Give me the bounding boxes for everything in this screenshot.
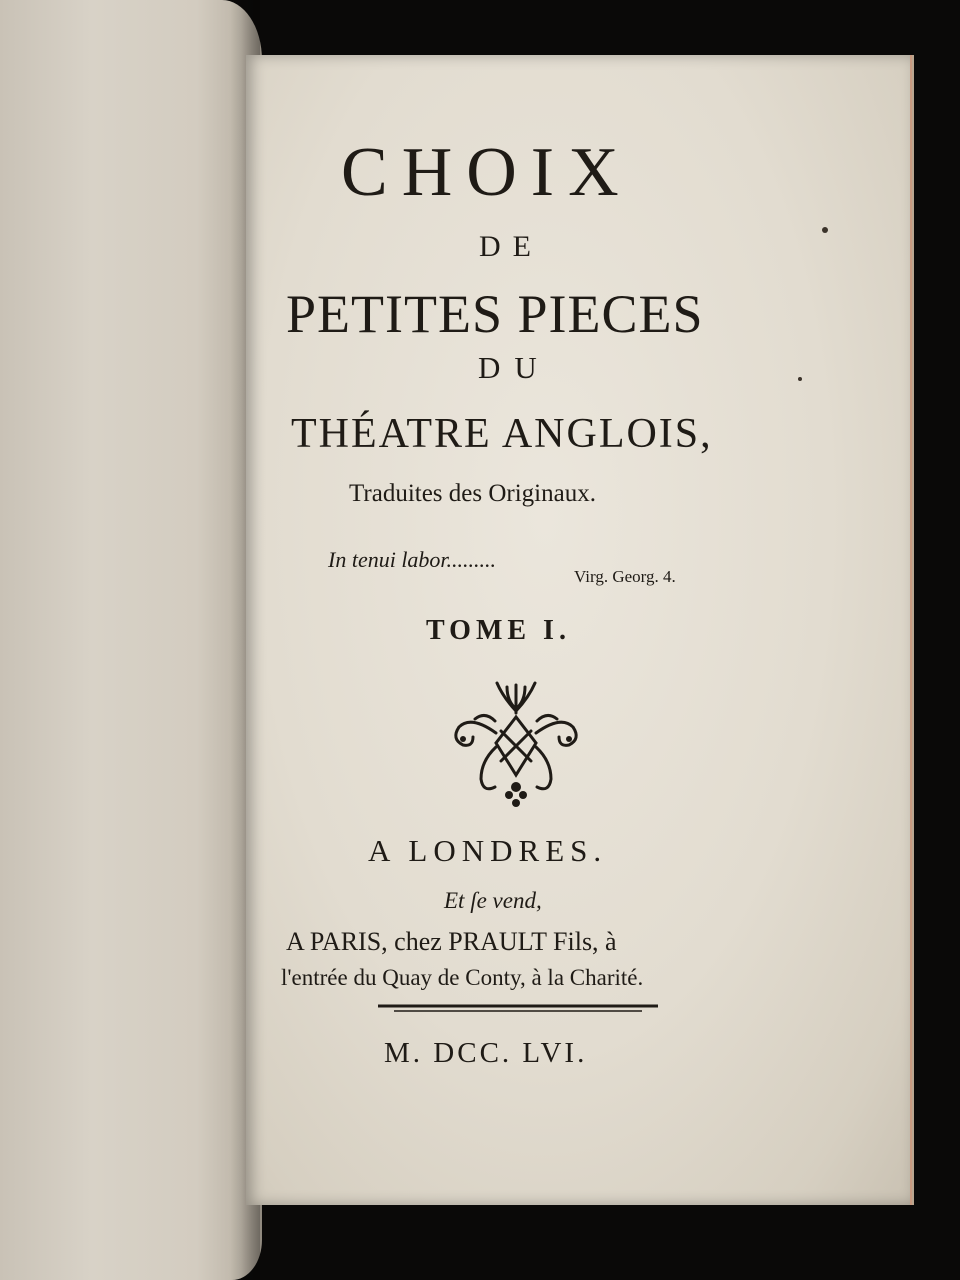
latin-motto: In tenui labor.........	[328, 547, 497, 572]
fleuron-ornament-icon	[451, 675, 581, 815]
foxing-spot	[822, 227, 828, 233]
volume-label: TOME I.	[426, 615, 571, 646]
publisher-line: A PARIS, chez PRAULT Fils, à	[286, 927, 617, 956]
title-theatre-anglois: THÉATRE ANGLOIS,	[291, 411, 713, 457]
sold-line: Et ſe vend,	[444, 888, 542, 913]
imprint-city: A LONDRES.	[368, 833, 608, 868]
title-petites-pieces: PETITES PIECES	[286, 284, 704, 344]
title-du: DU	[478, 350, 551, 385]
translated-line: Traduites des Originaux.	[349, 480, 596, 507]
left-blank-page	[0, 0, 262, 1280]
title-page	[246, 55, 912, 1205]
publication-date: M. DCC. LVI.	[384, 1037, 588, 1069]
address-line: l'entrée du Quay de Conty, à la Charité.	[281, 965, 644, 990]
title-choix: CHOIX	[341, 134, 633, 211]
motto-citation: Virg. Georg. 4.	[574, 567, 676, 586]
foxing-spot	[798, 377, 802, 381]
title-de: DE	[479, 230, 543, 263]
double-rule-divider	[374, 1001, 662, 1015]
